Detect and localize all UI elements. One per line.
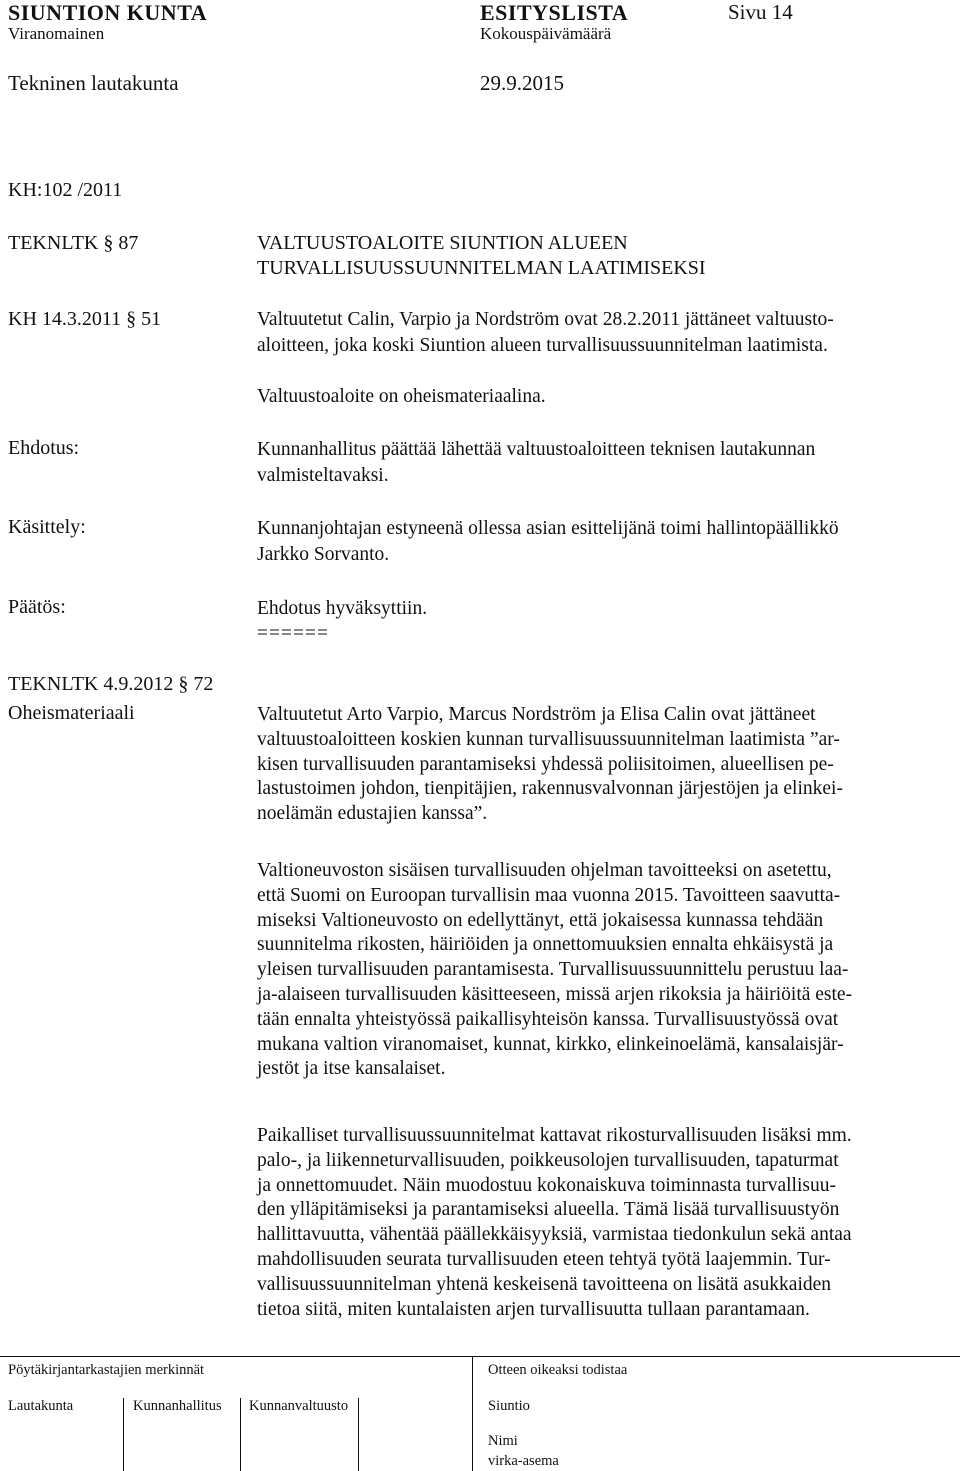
footer-left-title: Pöytäkirjantarkastajien merkinnät [8, 1362, 205, 1378]
kasittely-label: Käsittely: [8, 516, 86, 538]
authority-label: Viranomainen [8, 24, 105, 43]
footer-col-divider-2 [240, 1398, 241, 1471]
body-p1-line: noelämän edustajien kanssa”. [257, 803, 488, 825]
body-p2-line: yleisen turvallisuuden parantamisesta. Turvallisuussuunnittelu perustuu laa- [257, 959, 849, 981]
body-p1-line: valtuustoaloitteen koskien kunnan turvallisuussuunnitelman laatimista ”ar- [257, 728, 840, 750]
body-p3-line: palo-, ja liikenneturvallisuuden, poikkeusolojen turvallisuuden, tapaturmat [257, 1149, 839, 1171]
footer-right-title: Otteen oikeaksi todistaa [488, 1362, 628, 1378]
kasittely-line-1: Kunnanjohtajan estyneenä ollessa asian esittelijänä toimi hallintopäällikkö [257, 518, 839, 539]
oheismateriaali-label: Oheismateriaali [8, 702, 135, 724]
kasittely-line-2: Jarkko Sorvanto. [257, 544, 390, 565]
body-p3-line: mahdollisuuden seurata turvallisuuden eteen tehtyä työtä laajemmin. Tur- [257, 1248, 831, 1270]
body-p2-line: suunnitelma rikosten, häiriöiden ja onnettomuuksien ennalta ehkäisystä ja [257, 934, 834, 956]
footer-col-kunnanvaltuusto: Kunnanvaltuusto [249, 1398, 349, 1414]
org-name: SIUNTION KUNTA [8, 0, 208, 25]
body-p2-line: ja-alaiseen turvallisuuden käsitteeseen, missä arjen rikoksia ja häiriöitä este- [257, 983, 853, 1005]
ehdotus-line-1: Kunnanhallitus päättää lähettää valtuustoaloitteen teknisen lautakunnan [257, 439, 816, 460]
item-title-line-2: TURVALLISUUSSUUNNITELMAN LAATIMISEKSI [257, 257, 706, 279]
body-p2-line: Valtioneuvoston sisäisen turvallisuuden ohjelman tavoitteeksi on asetettu, [257, 860, 832, 881]
body-p3-line: ja onnettomuudet. Näin muodostuu kokonaiskuva toiminnasta turvallisuu- [257, 1174, 836, 1196]
kh-ref: KH:102 /2011 [8, 179, 123, 201]
body-p3-line: tietoa siitä, miten kuntalaisten arjen turvallisuutta tullaan parantamaan. [257, 1298, 810, 1320]
intro-attachment-note: Valtuustoaloite on oheismateriaalina. [257, 386, 546, 407]
doc-type: ESITYSLISTA [480, 0, 629, 25]
teknltk-ref-2: TEKNLTK 4.9.2012 § 72 [8, 673, 214, 695]
body-p3-line: hallittavuutta, vähentää päällekkäisyyksiä, varmistaa tiedonkulun sekä antaa [257, 1224, 852, 1246]
separator: ====== [257, 623, 329, 644]
ehdotus-label: Ehdotus: [8, 437, 80, 459]
body-p2-line: että Suomi on Euroopan turvallisin maa vuonna 2015. Tavoitteen saavutta- [257, 884, 841, 906]
footer-position: virka-asema [488, 1453, 559, 1469]
footer-col-divider-1 [123, 1398, 124, 1471]
item-title-line-1: VALTUUSTOALOITE SIUNTION ALUEEN [257, 232, 628, 254]
body-p2-line: miseksi Valtioneuvosto on edellyttänyt, että jokaisessa kunnassa tehdään [257, 909, 824, 931]
intro-line-2: aloitteen, joka koski Siuntion alueen turvallisuussuunnitelman laatimista. [257, 335, 828, 356]
ehdotus-line-2: valmisteltavaksi. [257, 465, 389, 486]
body-p3-line: den ylläpitämiseksi ja parantamiseksi alueella. Tämä lisää turvallisuustyön [257, 1199, 840, 1221]
intro-line-1: Valtuutetut Calin, Varpio ja Nordström ovat 28.2.2011 jättäneet valtuusto- [257, 309, 834, 330]
footer-divider [0, 1356, 960, 1357]
meeting-date: 29.9.2015 [480, 71, 564, 95]
footer-col-divider-3 [358, 1398, 359, 1471]
body-p1-line: kisen turvallisuuden parantamiseksi yhdessä poliisitoimen, alueellisen pe- [257, 753, 834, 775]
footer-col-lautakunta: Lautakunta [8, 1398, 74, 1414]
body-p1-line: Valtuutetut Arto Varpio, Marcus Nordström ja Elisa Calin ovat jättäneet [257, 704, 816, 725]
body-p2-line: tään ennalta yhteistyössä paikallisyhteisön kanssa. Turvallisuustyössä ovat [257, 1008, 839, 1030]
body-paragraph-3 [257, 1124, 947, 1322]
body-p2-line: jestöt ja itse kansalaiset. [257, 1058, 446, 1080]
body-p2-line: mukana valtion viranomaiset, kunnat, kirkko, elinkeinoelämä, kansalaisjär- [257, 1033, 844, 1055]
body-p3-line: vallisuussuunnitelman yhtenä keskeisenä tavoitteena on lisätä asukkaiden [257, 1273, 832, 1295]
footer-col-divider-4 [472, 1356, 473, 1471]
kh-ref-2: KH 14.3.2011 § 51 [8, 308, 162, 330]
paatos-text: Ehdotus hyväksyttiin. [257, 598, 428, 619]
teknltk-ref: TEKNLTK § 87 [8, 232, 139, 254]
authority: Tekninen lautakunta [8, 71, 179, 95]
footer-name: Nimi [488, 1433, 518, 1449]
body-paragraph-2 [257, 859, 947, 1082]
paatos-label: Päätös: [8, 596, 66, 618]
body-p1-line: lastustoimen johdon, tienpitäjien, rakennusvalvonnan järjestöjen ja elinkei- [257, 778, 843, 800]
footer-col-kunnanhallitus: Kunnanhallitus [133, 1398, 222, 1414]
page-number: Sivu 14 [728, 0, 793, 24]
footer-place: Siuntio [488, 1398, 530, 1414]
body-paragraph-1 [257, 703, 947, 827]
date-label: Kokouspäivämäärä [480, 24, 612, 43]
body-p3-line: Paikalliset turvallisuussuunnitelmat kattavat rikosturvallisuuden lisäksi mm. [257, 1125, 852, 1146]
